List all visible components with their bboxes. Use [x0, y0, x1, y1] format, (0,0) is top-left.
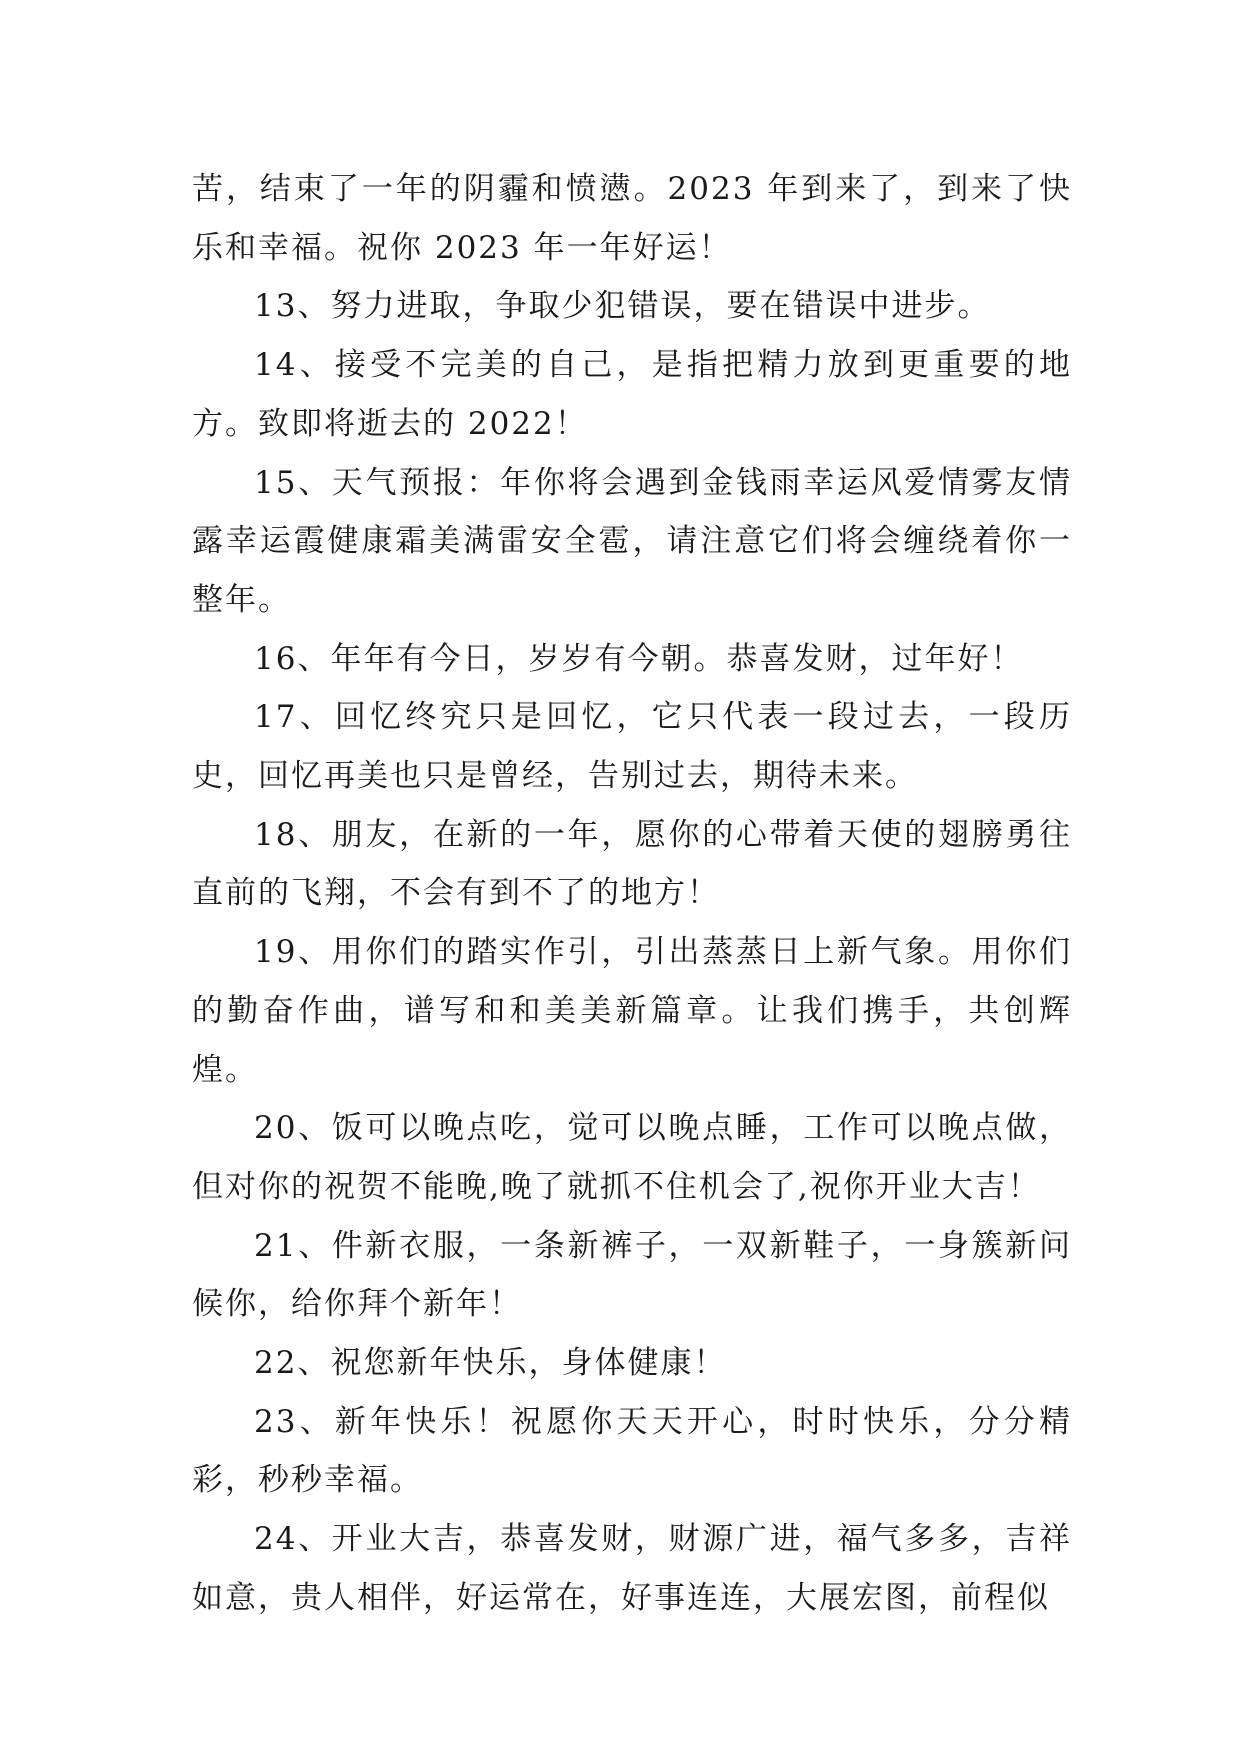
paragraph-continued: 苦，结束了一年的阴霾和愤懑。2023 年到来了，到来了快乐和幸福。祝你 2023 年一年好运！ — [192, 171, 1072, 266]
paragraph-15: 15、天气预报：年你将会遇到金钱雨幸运风爱情雾友情露幸运霞健康霜美满雷安全雹，请注意它们将会缠绕着你一整年。 — [192, 464, 1072, 618]
paragraph-23: 23、新年快乐！祝愿你天天开心，时时快乐，分分精彩，秒秒幸福。 — [192, 1403, 1072, 1499]
paragraph-22: 22、祝您新年快乐，身体健康！ — [254, 1345, 727, 1382]
paragraph-14: 14、接受不完美的自己，是指把精力放到更重要的地方。致即将逝去的 2022！ — [192, 347, 1072, 442]
document-body — [192, 160, 1072, 1628]
paragraph-20: 20、饭可以晚点吃，觉可以晚点睡，工作可以晚点做，但对你的祝贺不能晚,晚了就抓不住机会了,祝你开业大吉！ — [192, 1110, 1072, 1205]
paragraph-13: 13、努力进取，争取少犯错误，要在错误中进步。 — [254, 288, 991, 325]
paragraph-18: 18、朋友，在新的一年，愿你的心带着天使的翅膀勇往直前的飞翔，不会有到不了的地方！ — [192, 816, 1072, 912]
paragraph-17: 17、回忆终究只是回忆，它只代表一段过去，一段历史，回忆再美也只是曾经，告别过去，期待未来。 — [192, 699, 1072, 795]
paragraph-16: 16、年年有今日，岁岁有今朝。恭喜发财，过年好！ — [254, 640, 1024, 677]
paragraph-21: 21、件新衣服，一条新裤子，一双新鞋子，一身簇新问候你，给你拜个新年！ — [192, 1227, 1072, 1323]
paragraph-24: 24、开业大吉，恭喜发财，财源广进，福气多多，吉祥如意，贵人相伴，好运常在，好事连连，大展宏图，前程似 — [192, 1521, 1072, 1616]
paragraph-19: 19、用你们的踏实作引，引出蒸蒸日上新气象。用你们的勤奋作曲，谱写和和美美新篇章。让我们携手，共创辉煌。 — [192, 934, 1072, 1088]
